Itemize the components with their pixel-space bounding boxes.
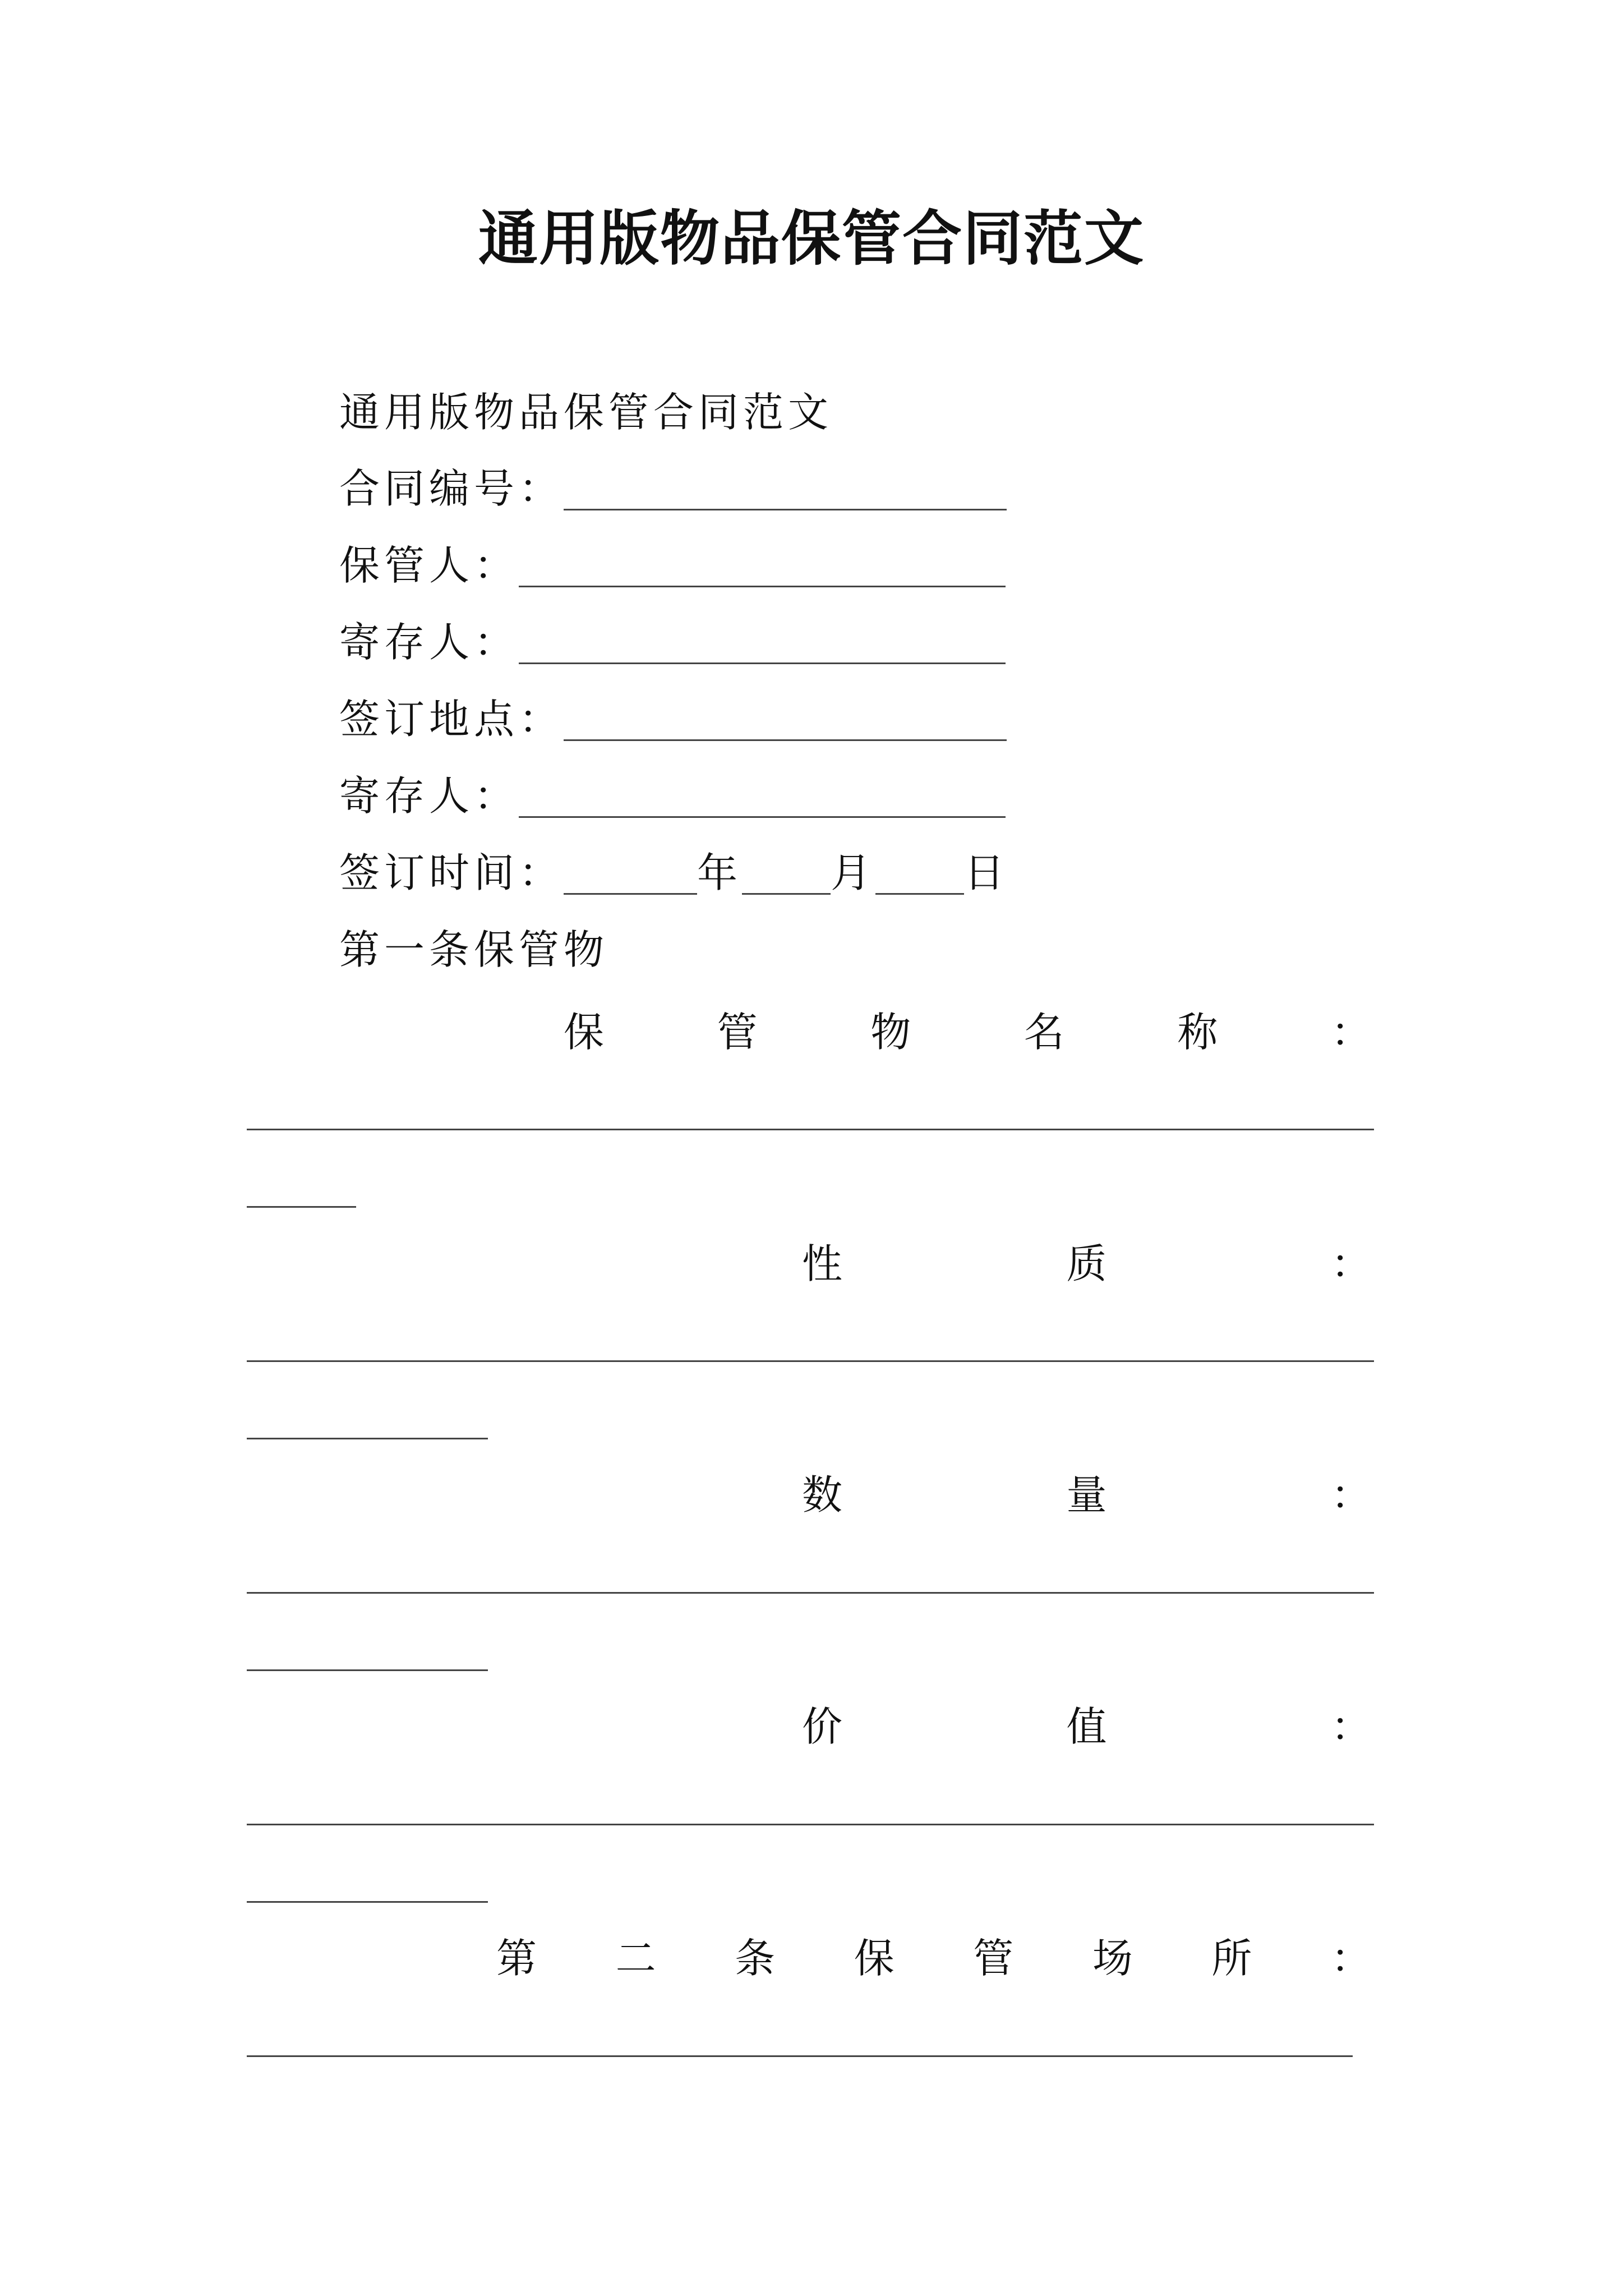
article-2-char: 场: [1092, 1935, 1133, 1982]
item-name-char: 物: [870, 1009, 911, 1056]
field-signing-place: [339, 694, 1007, 744]
storage-place-blank-line[interactable]: [247, 2055, 1353, 2057]
article-2-char: 保: [854, 1935, 895, 1982]
contract-number-label: 合同编号：: [339, 465, 564, 512]
item-name-blank-line-2[interactable]: [247, 1206, 356, 1208]
article-2-char: 二: [615, 1935, 656, 1982]
document-subtitle: [339, 387, 833, 438]
item-name-blank-line-1[interactable]: [247, 1129, 1374, 1130]
nature-blank-line-1[interactable]: [247, 1360, 1374, 1362]
depositor-2-blank[interactable]: [519, 783, 1006, 818]
quantity-char: 量: [1066, 1471, 1107, 1519]
month-blank[interactable]: [742, 859, 831, 895]
year-label: 年: [697, 849, 743, 896]
value-char: 价: [802, 1703, 843, 1750]
article-1-heading: [339, 924, 608, 975]
quantity-label-row: [802, 1470, 1371, 1520]
day-label: 日: [964, 849, 1009, 896]
article-2-char: ：: [1330, 1935, 1371, 1982]
signing-place-label: 签订地点：: [339, 696, 564, 743]
article-2-char: 管: [973, 1935, 1014, 1982]
value-char: ：: [1330, 1703, 1371, 1750]
nature-blank-line-2[interactable]: [247, 1438, 488, 1439]
item-name-char: ：: [1330, 1009, 1371, 1056]
item-name-char: 保: [564, 1009, 605, 1056]
item-name-char: 名: [1023, 1009, 1064, 1056]
field-depositor-2: [339, 771, 1006, 821]
item-name-char: 管: [717, 1009, 758, 1056]
item-name-label-row: [564, 1007, 1371, 1057]
custodian-blank[interactable]: [519, 552, 1006, 587]
quantity-blank-line-1[interactable]: [247, 1592, 1374, 1594]
field-signing-time: [339, 848, 1009, 898]
subtitle-text: 通用版物品保管合同范文: [339, 389, 833, 436]
quantity-char: ：: [1330, 1471, 1371, 1519]
nature-char: 质: [1066, 1240, 1107, 1287]
contract-number-blank[interactable]: [564, 475, 1007, 510]
value-char: 值: [1066, 1703, 1107, 1750]
field-contract-number: [339, 463, 1007, 514]
nature-label-row: [802, 1239, 1371, 1289]
item-name-char: 称: [1177, 1009, 1218, 1056]
quantity-char: 数: [802, 1471, 843, 1519]
value-label-row: [802, 1701, 1371, 1752]
article-2-char: 第: [496, 1935, 537, 1982]
document-title: 通用版物品保管合同范文: [478, 203, 1145, 273]
value-blank-line-1[interactable]: [247, 1824, 1374, 1825]
month-label: 月: [831, 849, 876, 896]
signing-time-label: 签订时间：: [339, 849, 564, 896]
year-blank[interactable]: [564, 859, 697, 895]
signing-place-blank[interactable]: [564, 706, 1007, 741]
article-2-char: 所: [1211, 1935, 1252, 1982]
depositor-2-label: 寄存人：: [339, 772, 519, 820]
day-blank[interactable]: [875, 859, 964, 895]
field-depositor: [339, 617, 1006, 668]
custodian-label: 保管人：: [339, 542, 519, 589]
quantity-blank-line-2[interactable]: [247, 1669, 488, 1671]
field-custodian: [339, 540, 1006, 591]
article-2-place-label-row: [496, 1933, 1371, 1984]
value-blank-line-2[interactable]: [247, 1901, 488, 1903]
nature-char: 性: [802, 1240, 843, 1287]
depositor-blank[interactable]: [519, 629, 1006, 664]
depositor-label: 寄存人：: [339, 619, 519, 666]
nature-char: ：: [1330, 1240, 1371, 1287]
article-1-heading-text: 第一条保管物: [339, 926, 609, 973]
article-2-char: 条: [735, 1935, 776, 1982]
